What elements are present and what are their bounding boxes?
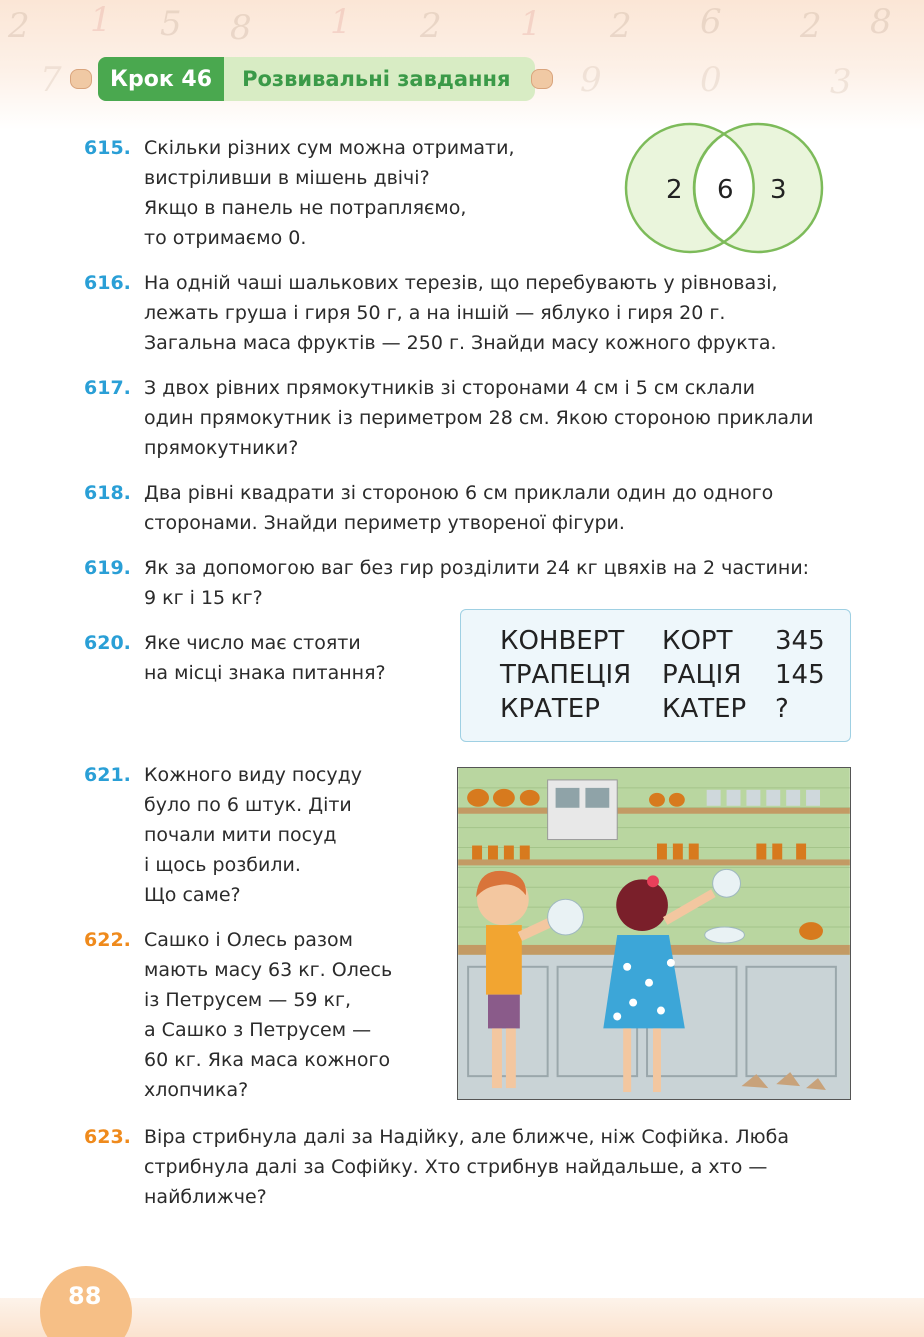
task-text-line: мають масу 63 кг. Олесь xyxy=(144,959,393,981)
task-618 xyxy=(84,478,852,538)
task-616 xyxy=(84,268,852,358)
puzzle-word: РАЦІЯ xyxy=(662,660,742,690)
task-number: 616. xyxy=(84,272,131,294)
puzzle-number: 145 xyxy=(775,660,825,690)
bg-digit-decoration: 1 xyxy=(520,4,542,44)
step-badge: Крок 46 xyxy=(98,57,224,101)
task-text-line: 60 кг. Яка маса кожного xyxy=(144,1049,391,1071)
puzzle-word: КАТЕР xyxy=(662,694,747,724)
task-text-line: сторонами. Знайди периметр утвореної фігури. xyxy=(144,512,625,534)
teapot xyxy=(799,922,823,940)
task-text-line: хлопчика? xyxy=(144,1079,249,1101)
task-text-line: Якщо в панель не потрапляємо, xyxy=(144,197,467,219)
task-text-line: один прямокутник із периметром 28 см. Якою стороною приклали xyxy=(144,407,814,429)
venn-value-left: 2 xyxy=(666,175,683,205)
puzzle-word: КОНВЕРТ xyxy=(500,626,625,656)
task-number: 617. xyxy=(84,377,131,399)
task-text-line: Кожного виду посуду xyxy=(144,764,363,786)
bg-digit-decoration: 2 xyxy=(610,6,632,46)
task-number: 620. xyxy=(84,632,131,654)
step-header xyxy=(70,57,553,101)
task-620 xyxy=(84,628,444,688)
bg-digit-decoration: 7 xyxy=(40,60,62,100)
section-title: Розвивальні завдання xyxy=(224,57,534,101)
task-text-line: то отримаємо 0. xyxy=(144,227,307,249)
bg-digit-decoration: 6 xyxy=(700,2,722,42)
task-text-line: 9 кг і 15 кг? xyxy=(144,587,263,609)
bg-digit-decoration: 8 xyxy=(870,2,892,42)
puzzle-question-mark: ? xyxy=(775,694,789,724)
bg-digit-decoration: 1 xyxy=(330,2,352,42)
plate xyxy=(548,899,584,935)
footer-band xyxy=(0,1298,924,1337)
task-text-line: Два рівні квадрати зі стороною 6 см приклали один до одного xyxy=(144,482,774,504)
word-number-puzzle xyxy=(460,609,851,742)
task-623 xyxy=(84,1122,852,1212)
task-text-line: Загальна маса фруктів — 250 г. Знайди масу кожного фрукта. xyxy=(144,332,777,354)
task-text-line: Віра стрибнула далі за Надійку, але ближче, ніж Софійка. Люба xyxy=(144,1126,790,1148)
venn-value-middle: 6 xyxy=(717,175,734,205)
task-617 xyxy=(84,373,852,463)
bg-digit-decoration: 2 xyxy=(8,6,30,46)
puzzle-word: КРАТЕР xyxy=(500,694,600,724)
bg-digit-decoration: 2 xyxy=(800,6,822,46)
bg-digit-decoration: 0 xyxy=(700,60,722,100)
shelf xyxy=(458,808,850,814)
task-text-line: із Петрусем — 59 кг, xyxy=(144,989,352,1011)
task-number: 622. xyxy=(84,929,131,951)
shelf xyxy=(458,859,850,865)
bg-digit-decoration: 1 xyxy=(90,0,112,40)
task-text-line: на місці знака питання? xyxy=(144,662,386,684)
bg-digit-decoration: 8 xyxy=(230,8,252,48)
task-text-line: а Сашко з Петрусем — xyxy=(144,1019,372,1041)
task-621 xyxy=(84,760,424,910)
task-622 xyxy=(84,925,414,1105)
task-text-line: На одній чаші шалькових терезів, що перебувають у рівновазі, xyxy=(144,272,778,294)
task-text-line: вистріливши в мішень двічі? xyxy=(144,167,430,189)
venn-value-right: 3 xyxy=(770,175,787,205)
task-619 xyxy=(84,553,852,613)
task-text-line: Як за допомогою ваг без гир розділити 24 кг цвяхів на 2 частини: xyxy=(144,557,810,579)
bg-digit-decoration: 2 xyxy=(420,6,442,46)
task-text-line: було по 6 штук. Діти xyxy=(144,794,352,816)
task-text-line: найближче? xyxy=(144,1186,267,1208)
task-text-line: З двох рівних прямокутників зі сторонами 4 см і 5 см склали xyxy=(144,377,755,399)
puzzle-word: ТРАПЕЦІЯ xyxy=(500,660,632,690)
puzzle-word: КОРТ xyxy=(662,626,733,656)
hand-icon xyxy=(70,69,92,89)
task-text-line: Яке число має стояти xyxy=(144,632,361,654)
task-number: 618. xyxy=(84,482,131,504)
venn-target-diagram xyxy=(618,121,830,256)
task-text-line: почали мити посуд xyxy=(144,824,337,846)
task-text-line: і щось розбили. xyxy=(144,854,301,876)
task-text-line: прямокутники? xyxy=(144,437,299,459)
task-text-line: Що саме? xyxy=(144,884,241,906)
task-text-line: лежать груша і гиря 50 г, а на іншій — яблуко і гиря 20 г. xyxy=(144,302,726,324)
task-number: 615. xyxy=(84,137,131,159)
task-615 xyxy=(84,133,584,253)
page-number: 88 xyxy=(68,1282,102,1310)
puzzle-number: 345 xyxy=(775,626,825,656)
task-number: 621. xyxy=(84,764,131,786)
task-number: 623. xyxy=(84,1126,131,1148)
hand-icon xyxy=(531,69,553,89)
task-text-line: стрибнула далі за Софійку. Хто стрибнув найдальше, а хто — xyxy=(144,1156,768,1178)
bg-digit-decoration: 3 xyxy=(830,62,852,102)
kitchen-illustration xyxy=(457,767,851,1100)
task-text-line: Скільки різних сум можна отримати, xyxy=(144,137,515,159)
bg-digit-decoration: 5 xyxy=(160,4,182,44)
bowl xyxy=(705,927,745,943)
plate xyxy=(713,869,741,897)
task-text-line: Сашко і Олесь разом xyxy=(144,929,353,951)
bg-digit-decoration: 9 xyxy=(580,60,602,100)
task-number: 619. xyxy=(84,557,131,579)
